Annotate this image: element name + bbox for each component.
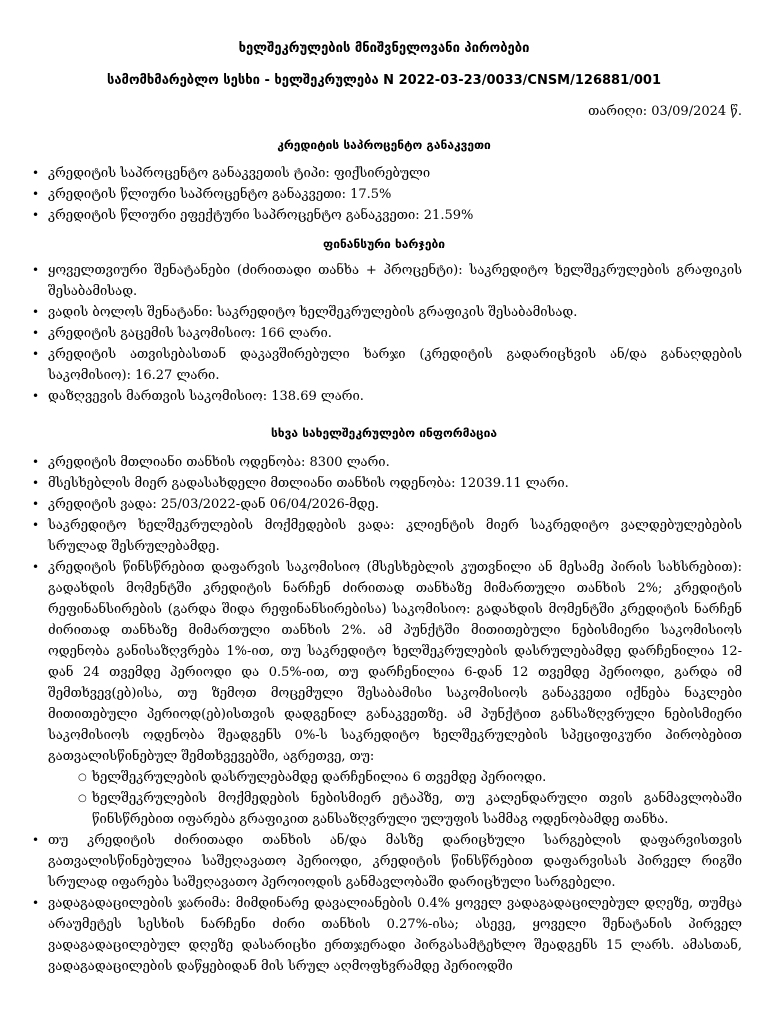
sub-list-item: ○ ხელშეკრულების დასრულებამდე დარჩენილია 6 თვემდე პერიოდი.	[76, 767, 742, 788]
list-item: • კრედიტის გაცემის საკომისიო: 166 ლარი.	[30, 323, 742, 344]
bullet-icon: •	[32, 497, 40, 511]
list-item: • მსესხებლის მიერ გადასახდელი მთლიანი თანხის ოდენობა: 12039.11 ლარი.	[30, 473, 742, 494]
hollow-bullet-icon: ○	[78, 772, 87, 783]
list-item: • კრედიტის წინსწრებით დაფარვის საკომისიო (მსესხებლის კუთვნილი ან მესამე პირის სახსრებით): გადახდის მომენტში კრედიტის ნარჩენ ძირითად თანხაზე მიმართული თანხის 2%; კრედიტის რეფინანსირების (გარდა შიდა რეფინანსირებისა) საკომისიო: გადახდის მომენტში კრედიტის ნარჩენ ძირითად თანხაზე მიმართული თანხის 2%. ამ პუნქტში მითითებული ნებისმიერი საკომისიოს ოდენობა განისაზღვრება 1%-ით, თუ საკრედიტო ხელშეკრულების დასრულებამდე დარჩენილია 12-დან 24 თვემდე პერიოდი და 0.5%-ით, თუ დარჩენილია 6-დან 12 თვემდე პერიოდი, გარდა იმ შემთხვევ(ებ)ისა, თუ ზემოთ მოცემული შესაბამისი საკომისიოს განაკვეთი იქნება ნაკლები მითითებული პერიოდ(ებ)ისთვის დადგენილ განაკვეთზე. ამ პუნქტით განსაზღვრული ნებისმიერი საკომისიოს ოდენობა შეადგენს 0%-ს საკრედიტო ხელშეკრულების სპეციფიკური პირობებით გათვალისწინებულ შემთხვევებში, აგრეთვე, თუ: ○ ხელშეკრულების დასრულებამდე დარჩენილია 6 თვემდე პერიოდი. ○ ხელშეკრულების მოქმედების ნებისმიერ ეტაპზე, თუ კალენდარული თვის განმავლობაში წინსწრებით იფარება გრაფიკით განსაზღვრული ულუფის სამმაგ ოდენობამდე თანხა.	[30, 557, 742, 830]
list-item: • თუ კრედიტის ძირითადი თანხის ან/და მასზე დარიცხული სარგებლის დაფარვისთვის გათვალისწინებულია საშეღავათო პერიოდი, კრედიტის წინსწრებით დაფარვისას პირველ რიგში სრულად იფარება საშეღავათო პეროიოდის განმავლობაში დარიცხული სარგებელი.	[30, 830, 742, 893]
list-item: • საკრედიტო ხელშეკრულების მოქმედების ვადა: კლიენტის მიერ საკრედიტო ვალდებულებების სრულად შესრულებამდე.	[30, 515, 742, 557]
list-item: • კრედიტის ათვისებასთან დაკავშირებული ხარჯი (კრედიტის გადარიცხვის ან/და განაღდების საკომისიო): 16.27 ლარი.	[30, 344, 742, 386]
document-date: თარიღი: 03/09/2024 წ.	[588, 104, 742, 119]
bullet-icon: •	[32, 187, 40, 201]
hollow-bullet-icon: ○	[78, 793, 87, 804]
bullet-icon: •	[32, 560, 40, 574]
contract-number: სამომხმარებლო სესხი - ხელშეკრულება N 2022-03-23/0033/CNSM/126881/001	[106, 73, 662, 88]
other-info-heading: სხვა სახელშეკრულებო ინფორმაცია	[270, 426, 498, 440]
financial-costs-heading: ფინანსური ხარჯები	[322, 237, 445, 251]
interest-rate-heading: კრედიტის საპროცენტო განაკვეთი	[277, 138, 491, 152]
bullet-icon: •	[32, 389, 40, 403]
list-item: • კრედიტის საპროცენტო განაკვეთის ტიპი: ფიქსირებული	[30, 163, 742, 184]
list-item: • კრედიტის წლიური საპროცენტო განაკვეთი: 17.5%	[30, 184, 742, 205]
sub-list-item: ○ ხელშეკრულების მოქმედების ნებისმიერ ეტაპზე, თუ კალენდარული თვის განმავლობაში წინსწრებით იფარება გრაფიკით განსაზღვრული ულუფის სამმაგ ოდენობამდე თანხა.	[76, 788, 742, 830]
bullet-icon: •	[32, 896, 40, 910]
list-item: • ვადის ბოლოს შენატანი: საკრედიტო ხელშეკრულების გრაფიკის შესაბამისად.	[30, 302, 742, 323]
document-title: ხელშეკრულების მნიშვნელოვანი პირობები	[238, 41, 530, 56]
interest-rate-list	[30, 163, 742, 226]
financial-costs-list	[30, 260, 742, 407]
bullet-icon: •	[32, 455, 40, 469]
list-item: • კრედიტის ვადა: 25/03/2022-დან 06/04/2026-მდე.	[30, 494, 742, 515]
bullet-icon: •	[32, 263, 40, 277]
other-info-list	[30, 452, 742, 977]
list-item: • კრედიტის წლიური ეფექტური საპროცენტო განაკვეთი: 21.59%	[30, 205, 742, 226]
bullet-icon: •	[32, 166, 40, 180]
bullet-icon: •	[32, 833, 40, 847]
list-item: • ვადაგადაცილების ჯარიმა: მიმდინარე დავალიანების 0.4% ყოველ ვადაგადაცილებულ დღეზე, თუმცა არაუმეტეს სესხის ნარჩენი ძირი თანხის 0.27%-ისა; ასევე, ყოველი შენატანის პირველ ვადაგადაცილებულ დღეზე დასარიცხი ერთჯერადი პირგასამტეხლო შეადგენს 15 ლარს. ამასთან, ვადაგადაცილების დაწყებიდან მის სრულ აღმოფხვრამდე პერიოდში	[30, 893, 742, 977]
nested-list	[48, 767, 742, 830]
bullet-icon: •	[32, 208, 40, 222]
bullet-icon: •	[32, 476, 40, 490]
list-item: • ყოველთვიური შენატანები (ძირითადი თანხა + პროცენტი): საკრედიტო ხელშეკრულების გრაფიკის შესაბამისად.	[30, 260, 742, 302]
list-item: • კრედიტის მთლიანი თანხის ოდენობა: 8300 ლარი.	[30, 452, 742, 473]
list-item: • დაზღვევის მართვის საკომისიო: 138.69 ლარი.	[30, 386, 742, 407]
bullet-icon: •	[32, 326, 40, 340]
bullet-icon: •	[32, 305, 40, 319]
bullet-icon: •	[32, 518, 40, 532]
bullet-icon: •	[32, 347, 40, 361]
